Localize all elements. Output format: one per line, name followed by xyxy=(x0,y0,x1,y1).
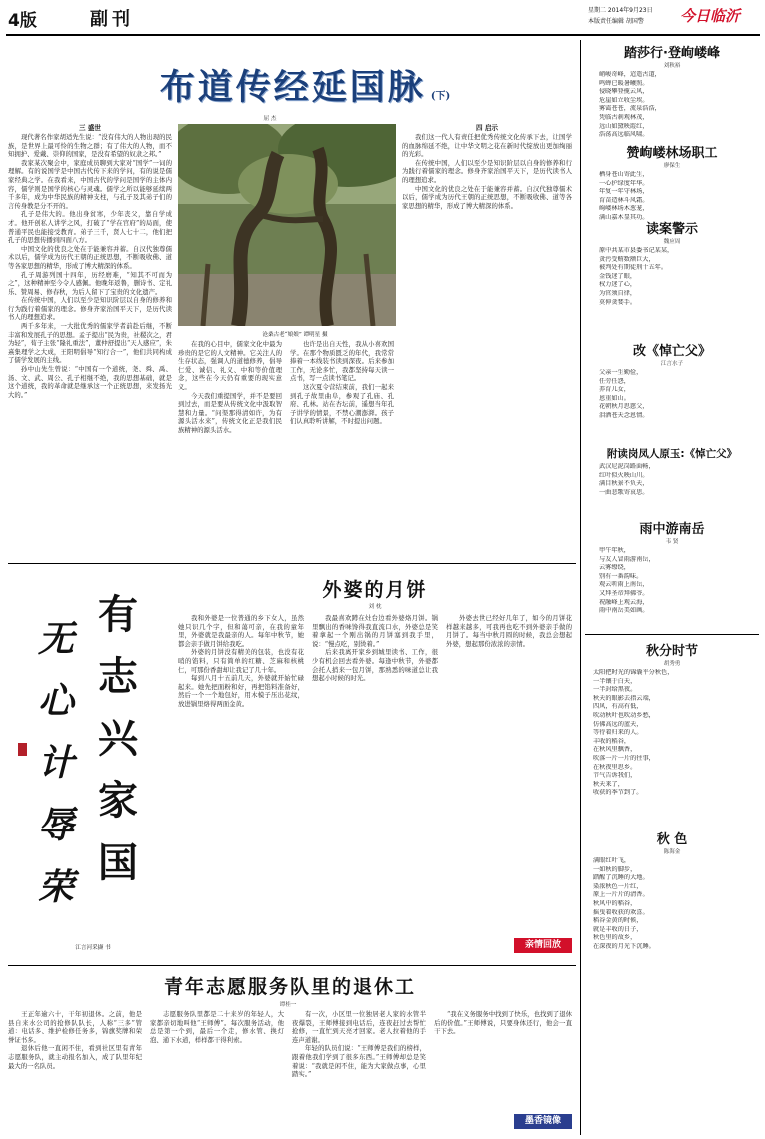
grandma-column-3 xyxy=(446,614,572,960)
poem-line: 权力迷了心， xyxy=(599,281,637,289)
lead-title-text: 布道传经延国脉 xyxy=(159,67,426,108)
poem-line: 仿佛高远的蓝天， xyxy=(593,720,643,728)
poem-body xyxy=(585,547,759,616)
right-column-divider xyxy=(580,40,581,1135)
poem-line: 凭临古刹观林茂， xyxy=(599,113,649,121)
poem-line: 一曲悲歌寄哀思。 xyxy=(599,488,649,496)
poem-author: 刘秋裕 xyxy=(663,63,681,69)
grandma-paragraph: 外婆的月饼没有精美的包装，也没有花哨的馅料，只有简单的红糖、芝麻和核桃仁，可那份香甜却让我记了几十年。 xyxy=(178,648,304,674)
poem-line: 祝融峰上观云海， xyxy=(599,598,649,606)
lead-paragraph: 在传统中国，人们以至少是知识阶层以自身的修养和行为践行着儒家的理念。修身齐家治国平天下，是历代读书人的理想追求。 xyxy=(8,296,172,322)
lead-paragraph: 中国文化的优良之处在于能兼容并蓄。自汉代独尊儒术以后，儒学成为历代王朝的正统思想，不断吸收佛、道等各家思想的精华，形成了博大精深的体系。 xyxy=(402,184,572,210)
poem-line: 在深夜的月光下沉睡。 xyxy=(593,942,655,950)
poem-line: 别有一番韵味。 xyxy=(599,572,643,580)
grandma-column-2 xyxy=(312,614,438,960)
poem-line: 节气告诉我们， xyxy=(593,772,637,780)
poem-line: 花朝秋月思慈父， xyxy=(599,403,649,411)
lead-paragraph: 中国文化的优良之处在于能兼容并蓄。自汉代独尊儒术以后，儒学成为历代王朝的正统思想，不断吸收佛、道等各家思想的精华，形成了博大精深的体系。 xyxy=(8,244,172,270)
poem-block xyxy=(585,218,759,307)
poem-line: 恩重如山。 xyxy=(599,394,630,402)
paper-logo: 今日临沂 xyxy=(680,7,741,25)
lead-paragraph: 今天我们重提国学，并不是要回到过去，而是要从传统文化中汲取智慧和力量。“问渠那得清如许，为有源头活水来”，传统文化正是我们民族精神的源头活水。 xyxy=(178,391,282,434)
poem-line: 云雾缭绕， xyxy=(599,564,630,572)
calligraphy-caption: 江言河采撷 书 xyxy=(75,945,111,951)
poem-line: 贪污受贿数额巨大， xyxy=(599,255,655,263)
poem-line: 满眼红叶飞， xyxy=(593,857,631,864)
poem-line: 满山嘉木显其功。 xyxy=(599,213,649,221)
poem-body xyxy=(585,857,759,952)
poem-line: 侵晓攀登揽云风， xyxy=(599,88,649,96)
lead-bottom-rule xyxy=(8,563,576,564)
volunteer-paragraph: 王正年逾六十，干年初退休。之前，他是县自来水公司的抢修队队长，人称“三多”管道：电话多、维护检修任务多，锦旗奖牌和荣誉证书多。 xyxy=(8,1010,142,1044)
poem-line: 莫伸贪婪手。 xyxy=(599,298,637,306)
lead-column-4 xyxy=(402,124,572,558)
poem-line: 太阳把时光的锦囊平分秋色， xyxy=(593,669,674,676)
lead-paragraph: 两千多年来，一大批优秀的儒家学者前赴后继，不断丰富和发展孔子的思想。孟子提出“民为贵，社稷次之，君为轻”，荀子主张“隆礼重法”，董仲舒提出“天人感应”，朱熹集理学之大成，王阳明倡导“知行合一”，他们共同构成了儒学发展的主线。 xyxy=(8,322,172,365)
lead-paragraph: 在传统中国，人们以至少是知识阶层以自身的修养和行为践行着儒家的理念。修身齐家治国平天下，是历代读书人的理想追求。 xyxy=(402,158,572,184)
lead-paragraph: 孔子周游列国十四年，历经磨难，“知其不可而为之”，这种精神至今令人感佩。他晚年返鲁，删诗书、定礼乐、赞周易、修春秋，为后人留下了宝贵的文化遗产。 xyxy=(8,270,172,296)
grandma-paragraph: 外婆去世已经好几年了，如今的月饼花样越来越多，可我再也吃不到外婆亲手做的月饼了。每当中秋月圆的时候，我总会想起外婆，想起那份浓浓的亲情。 xyxy=(446,614,572,648)
photo-caption: 沧桑古老“娘娘” 谭明星 摄 xyxy=(262,332,328,338)
poem-author: 廖保生 xyxy=(663,163,681,169)
grandma-paragraph: 我和外婆是一位普通的乡下女人，虽然她只识几个字，但和蔼可亲，在我的童年里，外婆就是我最亲的人。每年中秋节，她都会亲手做月饼给我吃。 xyxy=(178,614,304,648)
page-number: 4版 xyxy=(8,11,37,31)
editor-line: 本版责任编辑 胡国警 xyxy=(588,18,644,25)
grandma-essay-title: 外婆的月饼 xyxy=(322,579,428,601)
poem-line: 一如秋的脚步， xyxy=(593,865,637,873)
poem-block xyxy=(585,340,759,421)
poem-line: 就是丰收的日子， xyxy=(593,925,643,933)
poem-line: 染浓秋色一片红， xyxy=(593,882,643,890)
grandma-column-1 xyxy=(178,614,304,960)
poem-title: 赞岣嵝林场职工 xyxy=(626,146,718,161)
lead-column-1 xyxy=(8,124,172,558)
poem-line: 远山如黛映霞红， xyxy=(599,122,649,130)
poem-body xyxy=(585,669,759,798)
poem-block xyxy=(585,40,759,140)
volunteer-paragraph: 年轻的队员们说：“王师傅是我们的榜样，跟着他我们学到了很多东西。”王师傅却总是笑着说：“我就是闲不住，能为大家做点事，心里踏实。” xyxy=(292,1044,426,1079)
lead-subhead-1: 三 盛世 xyxy=(78,124,102,132)
poem-line: 年复一年守林场， xyxy=(599,188,649,196)
right-column-rule xyxy=(585,634,759,635)
poem-body xyxy=(585,171,759,223)
grandma-paragraph: 每到八月十五前几天，外婆就开始忙碌起来。她先把面粉和好，再把馅料准备好，然后一个一个地包好，用木模子压出花纹，放进锅里烙得两面金黄。 xyxy=(178,674,304,708)
poem-line: 收获的季节到了。 xyxy=(593,789,643,797)
poem-author: 韦 贤 xyxy=(665,539,679,545)
poem-line: 又拜圣帝拜佛爷。 xyxy=(599,589,649,597)
poem-line: 秋天来了， xyxy=(593,780,624,788)
volunteer-paragraph: 退休后他一直闲不住，看到社区里有青年志愿服务队，就主动报名加入，成了队里年纪最大的一名队员。 xyxy=(8,1044,142,1070)
volunteer-essay-byline: 谭桂一 xyxy=(279,1002,297,1008)
poem-line: 摇曳着收获的欢喜。 xyxy=(593,908,649,916)
poem-line: 浩荡高远临风啸。 xyxy=(599,131,649,139)
poem-line: 观云听雨上南岳， xyxy=(599,581,649,589)
poem-body xyxy=(585,463,759,497)
poem-line: 危崖如立收尘埃。 xyxy=(599,96,649,104)
poem-line: 原上一片片的清香。 xyxy=(593,891,649,899)
poem-line: 踏醒了沉睡的大地。 xyxy=(593,874,649,882)
poem-author: 陈海金 xyxy=(663,849,681,855)
lead-paragraph: 在我的心目中，儒家文化中最为珍贵的是它的人文精神。它关注人的生存状态，强调人的道德修养，倡导仁爱、诚信、礼义、中和等价值理念，这些在今天仍有重要的现实意义。 xyxy=(178,340,282,391)
poem-line: 父亲一生勤俭， xyxy=(599,369,643,376)
right-column xyxy=(585,40,759,1135)
poem-line: 秋色里的故乡， xyxy=(593,934,637,942)
lead-column-2 xyxy=(178,340,282,558)
poem-title: 读案警示 xyxy=(645,222,698,237)
lead-title-suffix: (下) xyxy=(430,91,451,102)
grandma-essay-byline: 刘 枕 xyxy=(368,604,382,610)
lead-paragraph: 我家某次聚会中，家庭成员聊到大家对“国学”一词的理解。有的说国学是中国古代传下来的学问，有的说是儒家经典之学。在我看来，中国古代的学问是国学的主体内容，儒学则是国学的核心与灵魂。儒学之所以能够延续两千多年，成为中华民族的精神支柱，与孔子及其弟子们的言传身教是分不开的。 xyxy=(8,158,172,210)
poem-author: 江言水子 xyxy=(660,361,684,367)
volunteer-column-3 xyxy=(292,1010,426,1134)
poem-line: 栖身苍山寄此生， xyxy=(599,171,649,178)
poem-line: 在秋夜里思乡。 xyxy=(593,763,637,771)
masthead xyxy=(0,0,765,40)
volunteer-essay-title: 青年志愿服务队里的退休工 xyxy=(163,976,416,998)
poem-block xyxy=(585,640,759,798)
lead-paragraph: 孔子是伟大的。他出身贫寒，少年丧父，靠自学成才。他开创私人讲学之风，打破了“学在官府”的局面，使普通平民也能接受教育。弟子三千，贤人七十二，他们把孔子的思想传播到四面八方。 xyxy=(8,210,172,245)
poem-author: 魏应周 xyxy=(663,239,681,245)
seal-stamp xyxy=(18,743,27,756)
grandma-paragraph: 我最喜欢蹲在灶台边看外婆烙月饼。锅里飘出的香味馋得我直流口水，外婆总是笑着拿起一个刚出锅的月饼塞到我手里，说：“慢点吃，别烫着。” xyxy=(312,614,438,648)
volunteer-column-1 xyxy=(8,1010,142,1134)
poem-line: 红叶似火映山川。 xyxy=(599,471,649,479)
calligraphy-right-column: 有志兴家国 xyxy=(98,591,138,886)
poem-line: 武汉尼泥岗路面畅， xyxy=(599,463,655,470)
volunteer-paragraph: 有一次，小区里一位独居老人家的水管半夜爆裂，王师傅接到电话后，连夜赶过去帮忙抢修，一直忙到天亮才回家。老人拉着他的手连声道谢。 xyxy=(292,1010,426,1044)
poem-title: 雨中游南岳 xyxy=(639,522,705,537)
poem-line: 吹动秋叶也吹动乡愁， xyxy=(593,711,655,719)
poem-line: 丰收的稻谷， xyxy=(593,737,631,745)
poem-line: 吹落一片一片的往事， xyxy=(593,754,655,762)
lead-byline: 屈 杰 xyxy=(263,116,277,122)
poem-line: 雾霭苍苍，流泉浩浩， xyxy=(599,105,661,113)
poem-line: 等待着归来的人。 xyxy=(593,729,643,737)
poem-line: 为官须自律， xyxy=(599,289,637,297)
poem-line: 鸣蝉已暖暑曦照。 xyxy=(599,79,649,87)
poem-title: 附读岗凤人原玉:《悼亡父》 xyxy=(606,448,738,460)
poem-title: 踏莎行·登岣嵝峰 xyxy=(624,46,720,61)
section-name: 副刊 xyxy=(90,9,134,30)
lead-paragraph: 也许是出自天性，我从小喜欢国学。在那个物质匮乏的年代，我常常捧着一本线装书读到深夜。后来参加工作，无论多忙，我都坚持每天读一点书，写一点读书笔记。 xyxy=(290,340,394,383)
poem-block xyxy=(585,828,759,952)
poem-block xyxy=(585,518,759,616)
poem-body xyxy=(585,71,759,140)
poem-line: 养育儿女， xyxy=(599,386,630,394)
grandma-paragraph: 后来我离开家乡到城里读书、工作，很少有机会回去看外婆。每逢中秋节，外婆都会托人捎来一包月饼，那熟悉的味道总让我想起小时候的时光。 xyxy=(312,648,438,683)
calligraphy-artwork xyxy=(8,568,168,960)
poem-title: 秋 色 xyxy=(656,832,688,847)
poem-body xyxy=(585,369,759,421)
lead-paragraph: 孙中山先生曾说：“中国有一个道统，尧、舜、禹、汤、文、武、周公、孔子相继不绝，我的思想基础，就是这个道统，我的革命就是继承这一个正统思想，来发扬光大的。” xyxy=(8,365,172,399)
poem-line: 岣嵝林场木葱茏， xyxy=(599,205,649,213)
masthead-rule xyxy=(6,34,760,36)
poem-line: 被判处有期徒刑十五年。 xyxy=(599,264,668,272)
poem-line: 雨中南岳美如画。 xyxy=(599,607,649,615)
poem-title: 改《悼亡父》 xyxy=(632,344,711,359)
poem-block xyxy=(585,142,759,223)
poem-title: 秋分时节 xyxy=(645,644,698,659)
poem-line: 原中共某市县委书记某某， xyxy=(599,247,674,254)
poem-block xyxy=(585,446,759,497)
poem-line: 在秋风里飘香， xyxy=(593,746,637,754)
volunteer-column-4 xyxy=(434,1010,572,1110)
poem-line: 一心护绿度年华。 xyxy=(599,179,649,187)
lead-paragraph: 这次夏令营结束前，我们一起来到孔子故里曲阜，参观了孔庙、孔府、孔林。站在杏坛前，遥想当年孔子讲学的情景，不禁心潮澎湃。孩子们认真聆听讲解，不时提出问题。 xyxy=(290,382,394,426)
mid-bottom-rule xyxy=(8,965,576,966)
poem-line: 峭峻奇峰，迢遥古道， xyxy=(599,71,661,78)
poem-line: 稻谷金黄的时候， xyxy=(593,917,643,925)
poem-body xyxy=(585,247,759,307)
poem-line: 与友人冒雨游南岳， xyxy=(599,555,655,563)
volunteer-paragraph: “我在义务服务中找到了快乐，也找到了退休后的价值。”王师傅说，只要身体还行，他会一直干下去。 xyxy=(434,1010,572,1036)
lead-paragraph: 现代著名作家胡适先生说：“没有伟大的人物出现的民族，是世界上最可怜的生物之群；有了伟大的人物，而不知拥护、爱戴、崇仰的国家，是没有希望的奴隶之邦。” xyxy=(8,133,172,159)
poem-line: 泪洒苍天念恩情。 xyxy=(599,411,649,419)
poem-line: 金钱迷了眼， xyxy=(599,272,637,280)
volunteer-column-2 xyxy=(150,1010,284,1134)
poem-line: 秋风中的稻谷， xyxy=(593,899,637,907)
volunteer-section-stamp: 墨香镜像 xyxy=(514,1114,572,1129)
poem-line: 秋天的眼影去指云端， xyxy=(593,694,655,702)
poem-line: 甲午年秋， xyxy=(599,547,630,554)
lead-paragraph: 我们这一代人有责任把优秀传统文化传承下去，让国学的血脉绵延不绝，让中华文明之花在新时代绽放出更加绚丽的光彩。 xyxy=(402,133,572,159)
poem-line: 四风，有高有低， xyxy=(593,703,643,711)
poem-line: 一半镶于白天， xyxy=(593,677,637,685)
lead-photo xyxy=(178,124,396,326)
lead-article-title xyxy=(155,60,455,106)
date-line: 星期二 2014年9月23日 xyxy=(588,7,653,14)
poem-line: 满目秋景不负天， xyxy=(599,480,649,488)
poem-line: 任劳任怨， xyxy=(599,377,630,385)
lead-column-3 xyxy=(290,340,394,558)
poem-line: 育苗造林斗风霜。 xyxy=(599,196,649,204)
volunteer-paragraph: 志愿服务队里都是二十来岁的年轻人，大家都亲切地叫他“王师傅”。每次服务活动，他总是第一个到，最后一个走，修水管、换灯泡、通下水道，样样都干得利索。 xyxy=(150,1010,284,1044)
poem-author: 胡秀勇 xyxy=(663,661,681,667)
calligraphy-left-column: 无心计辱荣 xyxy=(37,618,74,908)
poem-line: 一半封给黑夜。 xyxy=(593,686,637,694)
grandma-section-stamp: 亲情回放 xyxy=(514,938,572,953)
lead-subhead-2: 四 启示 xyxy=(475,124,499,132)
